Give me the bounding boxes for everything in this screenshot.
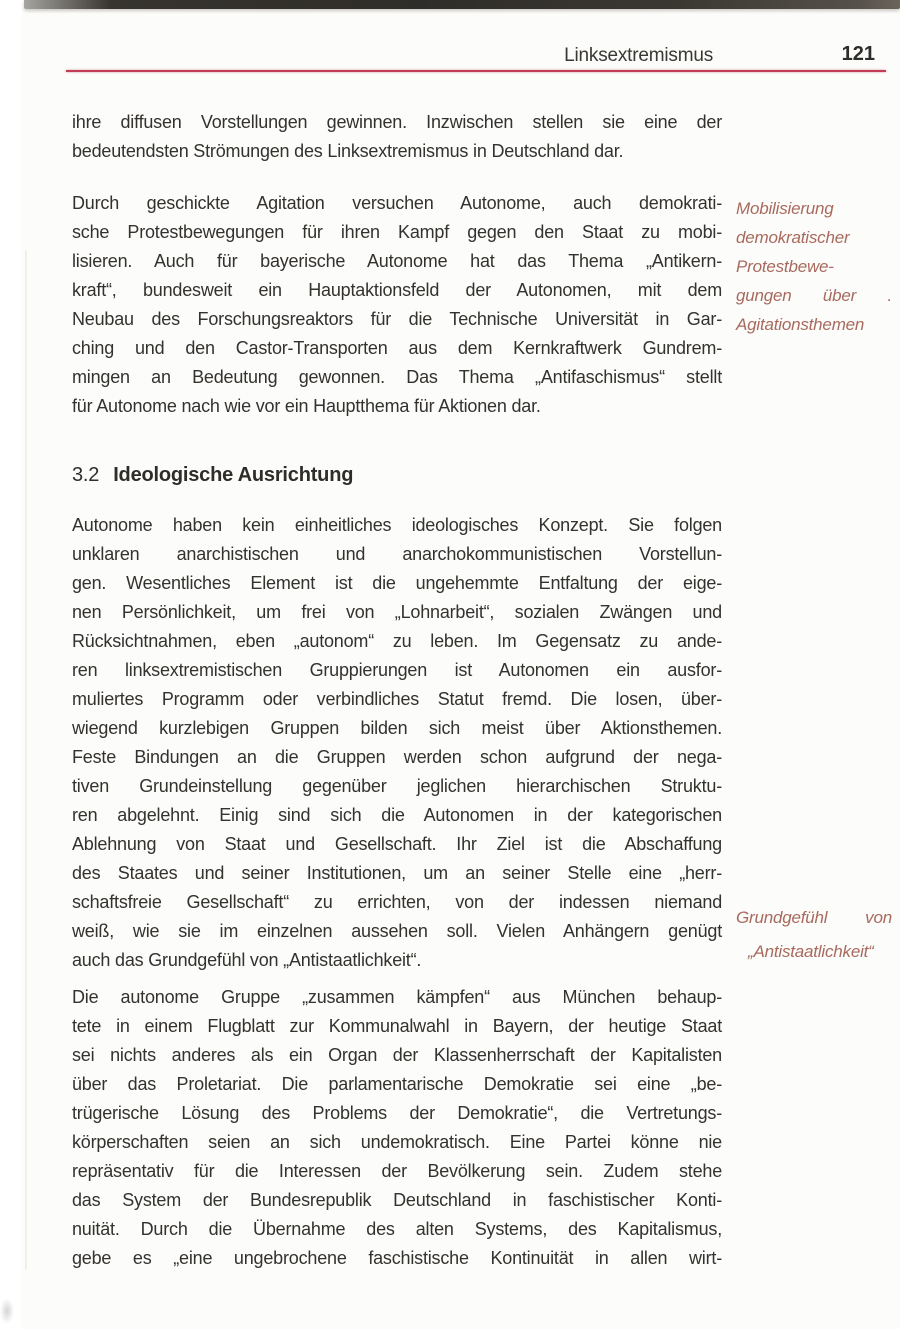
text-line: ihre diffusen Vorstellungen gewinnen. Inzwischen stellen sie eine der <box>72 112 722 132</box>
text-line: über das Proletariat. Die parlamentarische Demokratie sei eine „be- <box>72 1074 722 1094</box>
text-line: Feste Bindungen an die Gruppen werden schon aufgrund der nega- <box>72 747 722 767</box>
text-line: Durch geschickte Agitation versuchen Autonome, auch demokrati- <box>72 193 722 213</box>
paragraph-agitation <box>72 189 722 421</box>
text-line: wiegend kurzlebigen Gruppen bilden sich meist über Aktionsthemen. <box>72 718 722 738</box>
page-number: 121 <box>841 43 875 65</box>
text-line: ren abgelehnt. Einig sind sich die Autonomen in der kategorischen <box>72 805 722 825</box>
text-line: schaftsfreie Gesellschaft“ zu errichten, von der indessen niemand <box>72 892 722 912</box>
text-line: weiß, wie sie im einzelnen aussehen soll. Vielen Anhängern genügt <box>72 921 722 941</box>
text-line: ching und den Castor-Transporten aus dem Kernkraftwerk Gundrem- <box>72 338 722 358</box>
text-line: gen. Wesentliches Element ist die ungehemmte Entfaltung der eige- <box>72 573 722 593</box>
text-line: tiven Grundeinstellung gegenüber jeglichen hierarchischen Struktu- <box>72 776 722 796</box>
text-line: das System der Bundesrepublik Deutschland in faschistischer Konti- <box>72 1190 722 1210</box>
text-line: sche Protestbewegungen für ihren Kampf gegen den Staat zu mobi- <box>72 222 722 242</box>
section-heading <box>72 464 353 487</box>
text-line: für Autonome nach wie vor ein Hauptthema für Aktionen dar. <box>72 396 541 416</box>
text-line: Ablehnung von Staat und Gesellschaft. Ihr Ziel ist die Abschaffung <box>72 834 722 854</box>
section-number: 3.2 <box>72 464 100 486</box>
text-line: Agitationsthemen <box>736 315 865 334</box>
text-line: Rücksichtnahmen, eben „autonom“ zu leben. Im Gegensatz zu ande- <box>72 631 722 651</box>
margin-note-mobilisierung <box>736 194 892 339</box>
scan-top-shadow-bar <box>24 0 900 9</box>
text-line: nen Persönlichkeit, um frei von „Lohnarbeit“, sozialen Zwängen und <box>72 602 722 622</box>
paragraph-ideologie <box>72 511 722 975</box>
text-line: kraft“, bundesweit ein Hauptaktionsfeld der Autonomen, mit dem <box>72 280 722 300</box>
text-line: Mobilisierung <box>736 199 834 218</box>
running-header-title: Linksextremismus <box>564 45 713 66</box>
text-line: unklaren anarchistischen und anarchokommunistischen Vorstellun- <box>72 544 722 564</box>
text-line: Grundgefühl von <box>736 908 892 927</box>
text-line: „Antistaatlichkeit“ <box>748 942 874 961</box>
text-line: ren linksextremistischen Gruppierungen ist Autonomen ein ausfor- <box>72 660 722 680</box>
text-line: auch das Grundgefühl von „Antistaatlichkeit“. <box>72 950 422 970</box>
text-line: lisieren. Auch für bayerische Autonome hat das Thema „Antikern- <box>72 251 722 271</box>
scan-page-edge-line <box>25 250 27 1270</box>
text-line: des Staates und seiner Institutionen, um an seiner Stelle eine „herr- <box>72 863 722 883</box>
text-line: repräsentativ für die Interessen der Bevölkerung sein. Zudem stehe <box>72 1161 722 1181</box>
text-line: bedeutendsten Strömungen des Linksextremismus in Deutschland dar. <box>72 141 624 161</box>
text-line: demokratischer <box>736 228 850 247</box>
text-line: körperschaften seien an sich undemokratisch. Eine Partei könne nie <box>72 1132 722 1152</box>
scan-left-edge-strip <box>0 0 22 1329</box>
margin-note-antistaatlichkeit <box>736 901 892 969</box>
paragraph-flugblatt <box>72 983 722 1273</box>
section-title: Ideologische Ausrichtung <box>113 464 354 486</box>
scan-bottom-smudge <box>0 1298 14 1324</box>
text-line: Autonome haben kein einheitliches ideologisches Konzept. Sie folgen <box>72 515 722 535</box>
paragraph-intro <box>72 108 722 166</box>
text-line: mingen an Bedeutung gewonnen. Das Thema „Antifaschismus“ stellt <box>72 367 722 387</box>
text-line: gungen über . <box>736 286 892 305</box>
text-line: Neubau des Forschungsreaktors für die Technische Universität in Gar- <box>72 309 722 329</box>
text-line: gebe es „eine ungebrochene faschistische Kontinuität in allen wirt- <box>72 1248 722 1268</box>
text-line: nuität. Durch die Übernahme des alten Systems, des Kapitalismus, <box>72 1219 722 1239</box>
text-line: tete in einem Flugblatt zur Kommunalwahl in Bayern, der heutige Staat <box>72 1016 722 1036</box>
text-line: Die autonome Gruppe „zusammen kämpfen“ aus München behaup- <box>72 987 722 1007</box>
text-line: trügerische Lösung des Problems der Demokratie“, die Vertretungs- <box>72 1103 722 1123</box>
header-rule <box>66 70 886 72</box>
text-line: Protestbewe- <box>736 257 834 276</box>
text-line: sei nichts anderes als ein Organ der Klassenherrschaft der Kapitalisten <box>72 1045 722 1065</box>
text-line: muliertes Programm oder verbindliches Statut fremd. Die losen, über- <box>72 689 722 709</box>
